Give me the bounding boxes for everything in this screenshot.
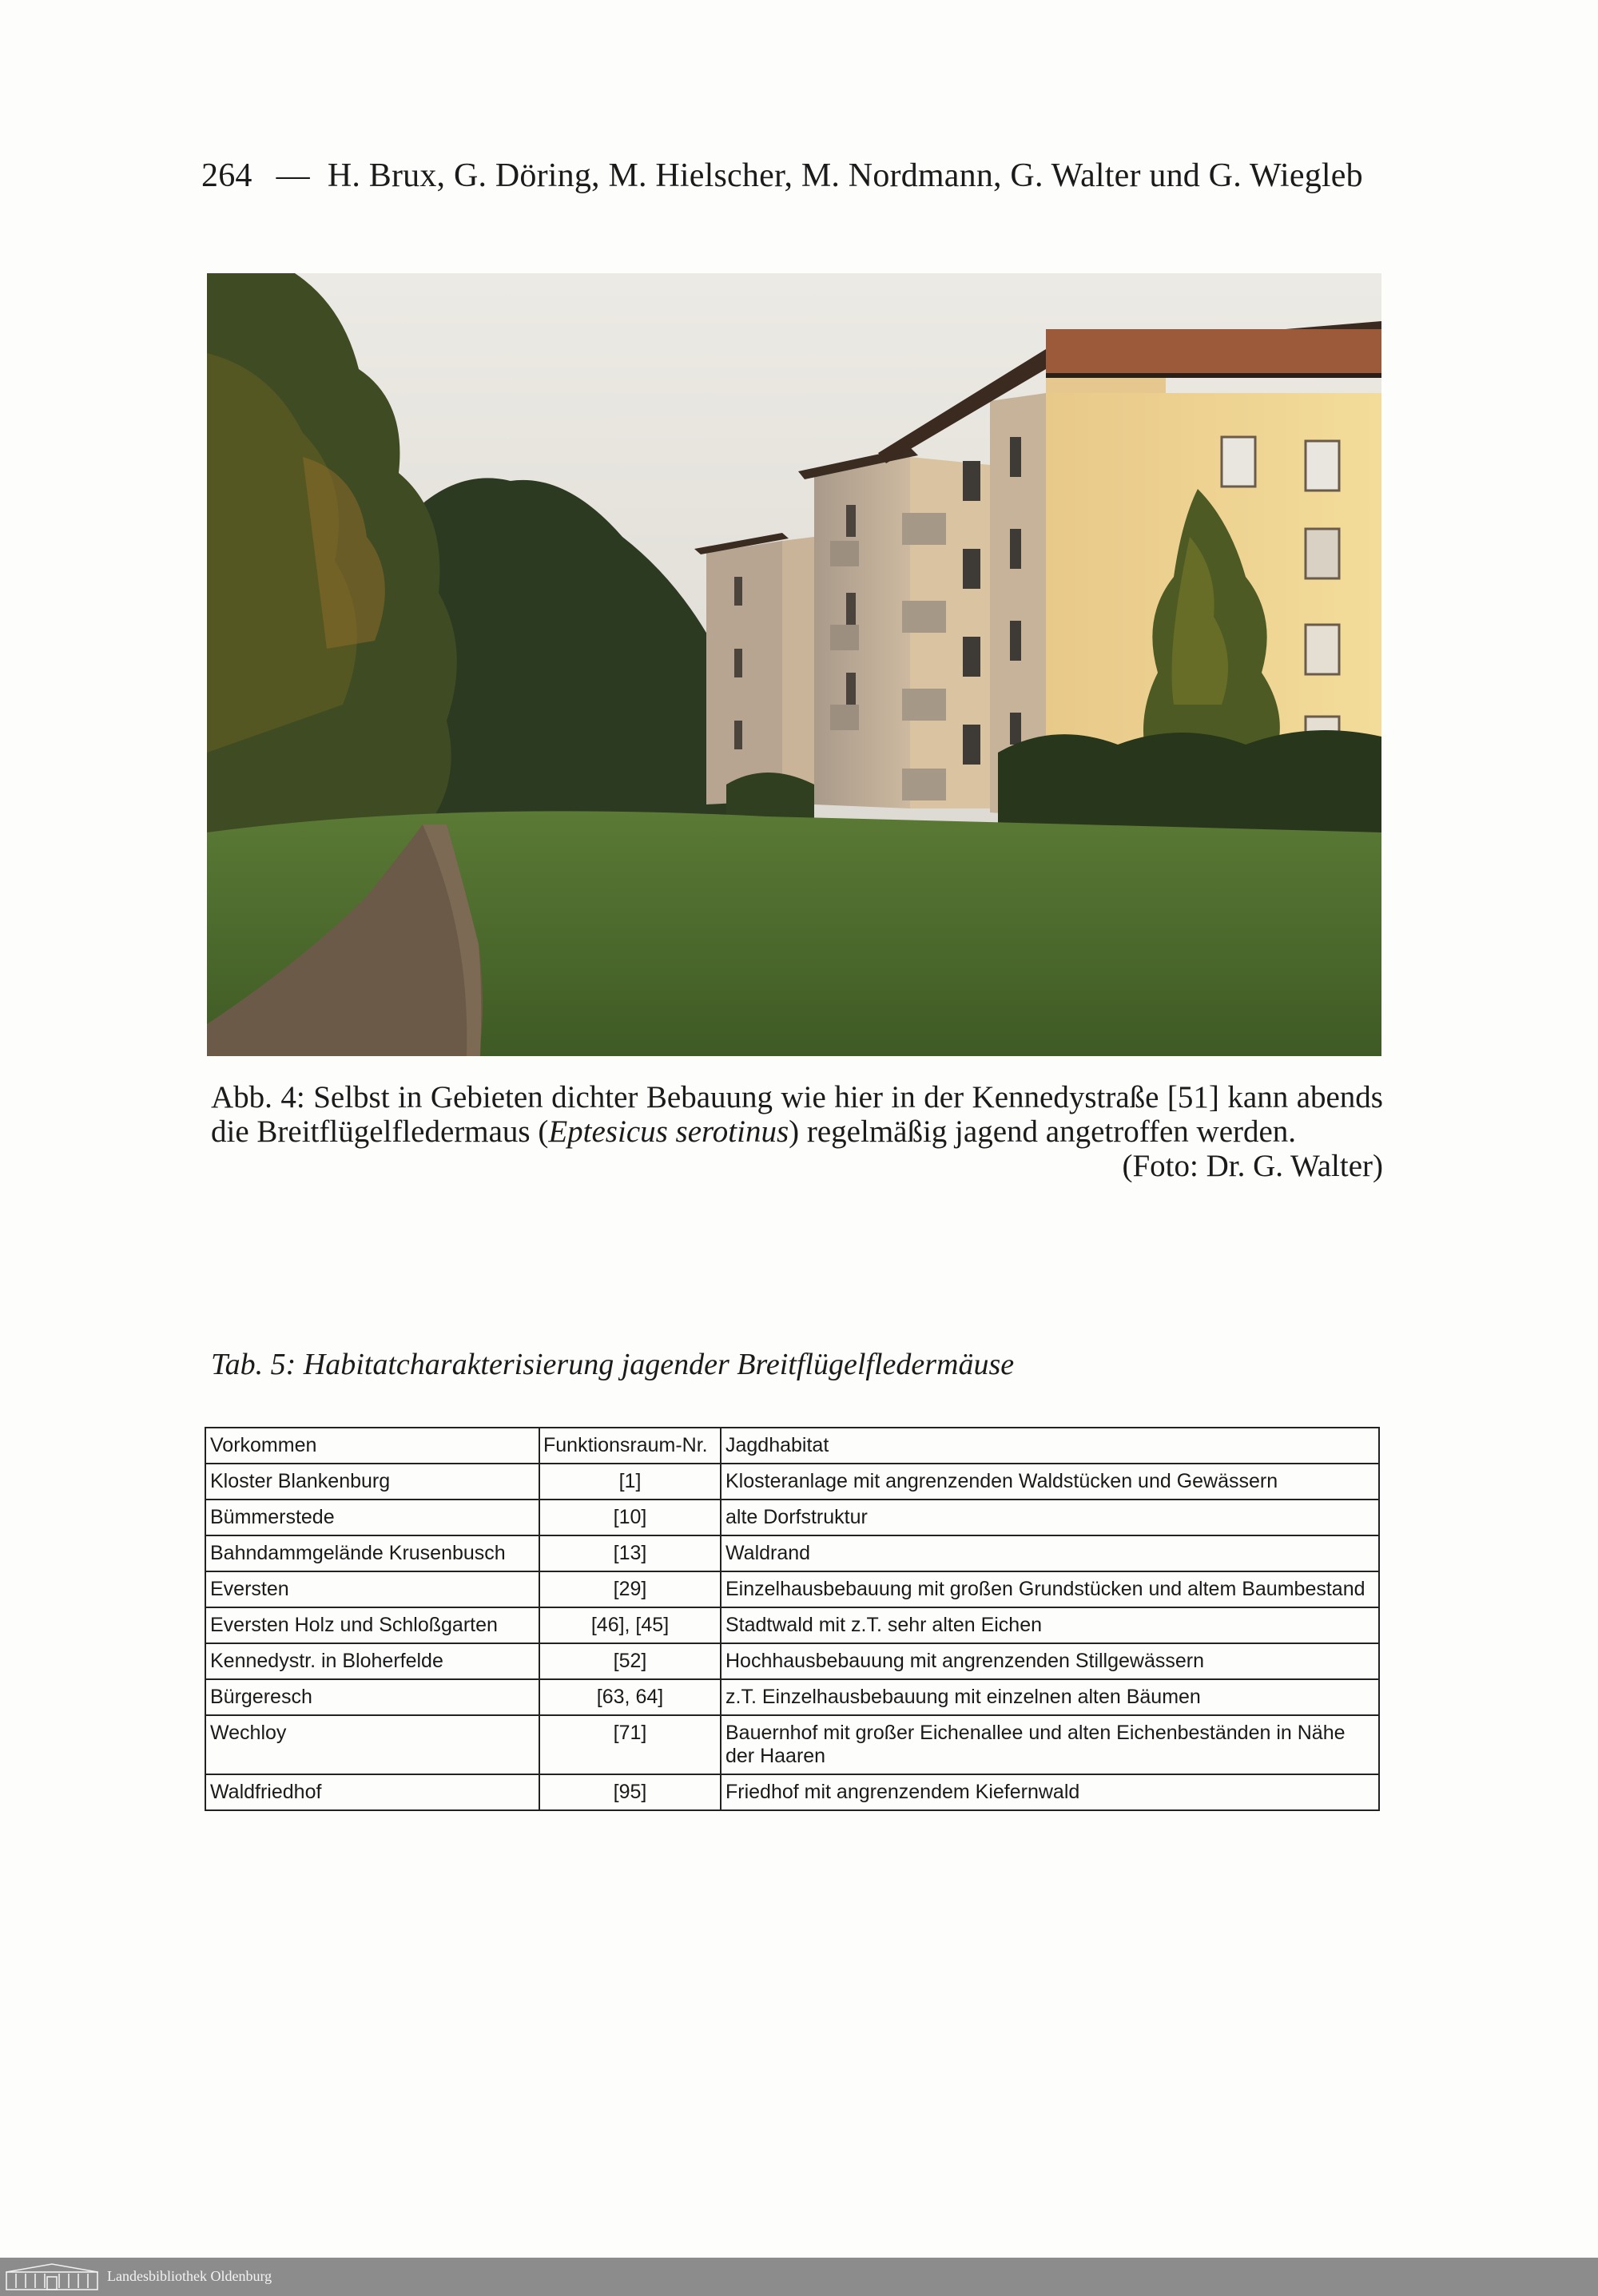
cell-jagdhabitat: Einzelhausbebauung mit großen Grundstücken und altem Baumbestand (721, 1571, 1379, 1607)
library-footer-bar (0, 2258, 1598, 2296)
library-building-icon (5, 2262, 99, 2291)
figure-caption (211, 1080, 1383, 1183)
table-title: Tab. 5: Habitatcharakterisierung jagender Breitflügelfledermäuse (211, 1348, 1015, 1381)
cell-funktionsraum: [46], [45] (539, 1607, 721, 1643)
caption-main: Abb. 4: Selbst in Gebieten dichter Bebauung wie hier in der Kennedystraße [51] kann abends die Breitflügelfledermaus ( (211, 1080, 1383, 1149)
caption-rest: ) regelmäßig jagend angetroffen werden. (789, 1114, 1297, 1149)
table-row (205, 1715, 1379, 1774)
cell-funktionsraum: [71] (539, 1715, 721, 1774)
table-row (205, 1679, 1379, 1715)
table-row (205, 1500, 1379, 1535)
column-header: Funktionsraum-Nr. (539, 1428, 721, 1464)
cell-vorkommen: Eversten (205, 1571, 539, 1607)
page-number: 264 (201, 157, 252, 194)
cell-funktionsraum: [52] (539, 1643, 721, 1679)
cell-funktionsraum: [63, 64] (539, 1679, 721, 1715)
cell-funktionsraum: [10] (539, 1500, 721, 1535)
table-row (205, 1774, 1379, 1810)
column-header: Jagdhabitat (721, 1428, 1379, 1464)
cell-vorkommen: Wechloy (205, 1715, 539, 1774)
cell-vorkommen: Waldfriedhof (205, 1774, 539, 1810)
cell-jagdhabitat: alte Dorfstruktur (721, 1500, 1379, 1535)
table-row (205, 1571, 1379, 1607)
cell-funktionsraum: [29] (539, 1571, 721, 1607)
cell-funktionsraum: [1] (539, 1464, 721, 1500)
building-photo (207, 273, 1381, 1056)
cell-jagdhabitat: Klosteranlage mit angrenzenden Waldstücken und Gewässern (721, 1464, 1379, 1500)
cell-funktionsraum: [95] (539, 1774, 721, 1810)
photo-credit: (Foto: Dr. G. Walter) (1122, 1149, 1383, 1183)
cell-vorkommen: Kennedystr. in Bloherfelde (205, 1643, 539, 1679)
cell-funktionsraum: [13] (539, 1535, 721, 1571)
cell-jagdhabitat: Friedhof mit angrenzendem Kiefernwald (721, 1774, 1379, 1810)
header-dash: — (276, 157, 310, 194)
cell-vorkommen: Eversten Holz und Schloßgarten (205, 1607, 539, 1643)
habitat-table (205, 1427, 1380, 1811)
cell-vorkommen: Kloster Blankenburg (205, 1464, 539, 1500)
table-row (205, 1464, 1379, 1500)
cell-jagdhabitat: z.T. Einzelhausbebauung mit einzelnen alten Bäumen (721, 1679, 1379, 1715)
cell-jagdhabitat: Stadtwald mit z.T. sehr alten Eichen (721, 1607, 1379, 1643)
cell-jagdhabitat: Waldrand (721, 1535, 1379, 1571)
library-name: Landesbibliothek Oldenburg (107, 2268, 272, 2284)
table-row (205, 1607, 1379, 1643)
table-row (205, 1643, 1379, 1679)
cell-vorkommen: Bürgeresch (205, 1679, 539, 1715)
cell-vorkommen: Bahndammgelände Krusenbusch (205, 1535, 539, 1571)
cell-vorkommen: Bümmerstede (205, 1500, 539, 1535)
table-header-row (205, 1428, 1379, 1464)
table-row (205, 1535, 1379, 1571)
caption-species: Eptesicus serotinus (548, 1114, 789, 1149)
column-header: Vorkommen (205, 1428, 539, 1464)
cell-jagdhabitat: Bauernhof mit großer Eichenallee und alten Eichenbeständen in Nähe der Haaren (721, 1715, 1379, 1774)
cell-jagdhabitat: Hochhausbebauung mit angrenzenden Stillgewässern (721, 1643, 1379, 1679)
running-head (201, 157, 1382, 195)
authors: H. Brux, G. Döring, M. Hielscher, M. Nordmann, G. Walter und G. Wiegleb (327, 157, 1363, 194)
